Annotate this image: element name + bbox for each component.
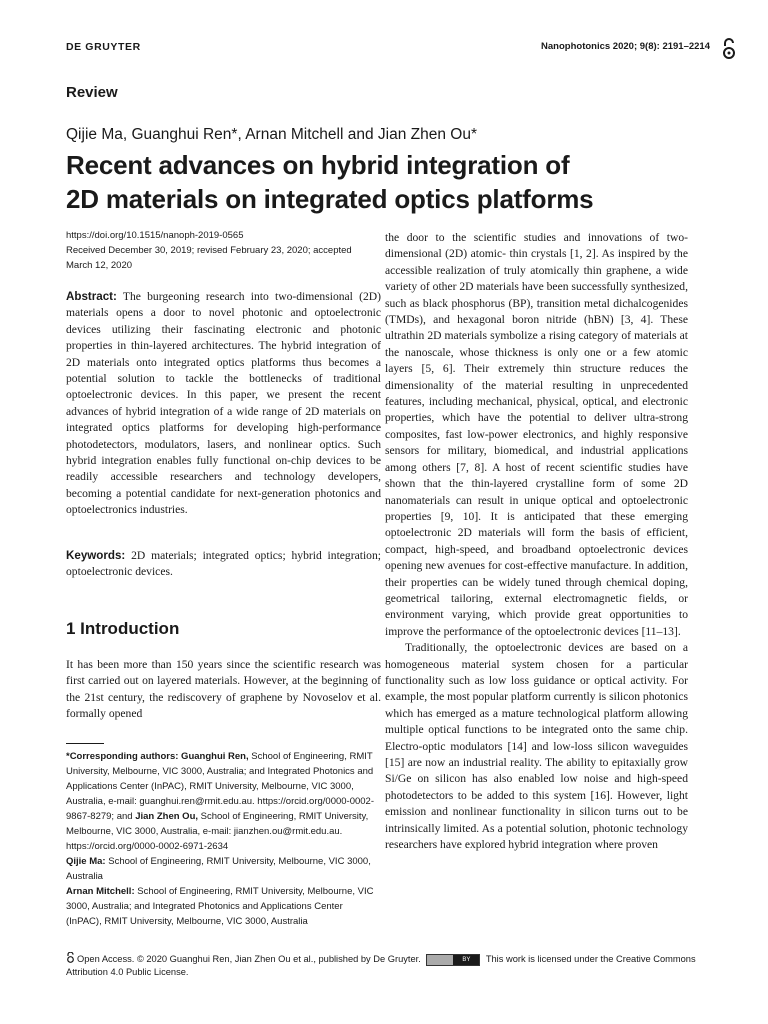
footnote-ou-text: School of Engineering, RMIT University, Melbourne, VIC 3000, Australia, e-mail: jianzhen.ou@rmit.edu.au. https://orcid.org/0000-0002-6971-2634: [66, 811, 369, 852]
journal-reference: Nanophotonics 2020; 9(8): 2191–2214: [541, 41, 710, 52]
cc-by-icon[interactable]: [426, 954, 480, 966]
footnote-corr-label: *Corresponding authors: Guanghui Ren,: [66, 751, 249, 762]
section-heading-introduction: 1 Introduction: [66, 619, 180, 638]
footnotes: [66, 749, 376, 929]
article-meta: [66, 228, 371, 273]
footnote-divider: [66, 743, 104, 744]
license-line-2: Attribution 4.0 Public License.: [66, 967, 189, 977]
footnote-mitchell: [66, 884, 376, 929]
footnote-ma: [66, 854, 376, 884]
intro-paragraph-right-1: the door to the scientific studies and innovations of two-dimensional (2D) atomic- thin crystals [1, 2]. As inspired by the accessible realization of truly atomically thin graphene, a wide variety of other 2D materials have been successfully synthesized, such as black phosphorus (BP), transition metal dichalcogenides (TMDs), and hexagonal boron nitride (hBN) [3, 4]. These ultrathin 2D materials symbolize a rising category of materials at the nanoscale, whose thickness is only one or a few atomic layers [5, 6]. Their extremely thin structure reduces the dimensionality of the material resulting in unprecedented features, including mechanical, physical, optical, and electronic properties, which have the potential to deliver ultra-strong composites, fast low-power electronics, and highly responsive sensors for military, biomedical, and industrial applications among others [7, 8]. A host of recent scientific studies have shown that the thin-layered crystalline form of some 2D nanomaterials can result in unique optical and optoelectronic properties [9, 10]. It is anticipated that these emerging optoelectronic 2D materials will form the basis of efficient, compact, high-speed, and broadband optoelectronic devices opening new avenues for cost-effective manufacture. In addition, their properties can be widely tuned through chemical doping, geometrical tailoring, external electromagnetic fields, or environment varying, which provide great opportunities to improve the performance of the optoelectronic devices [11–13].: [385, 231, 688, 638]
doi-link[interactable]: https://doi.org/10.1515/nanoph-2019-0565: [66, 230, 244, 241]
title-line-2: 2D materials on integrated optics platforms: [66, 184, 594, 214]
keywords: [66, 548, 381, 581]
license-notice: [66, 952, 706, 979]
introduction-right-text: [385, 230, 688, 853]
footnote-ou-label: Jian Zhen Ou,: [135, 811, 199, 822]
title-line-1: Recent advances on hybrid integration of: [66, 150, 570, 180]
footnote-corr-text: School of Engineering, RMIT University, Melbourne, VIC 3000, Australia; and Integrated Photonics and Applications Center (InPAC), RMIT University, Melbourne, VIC 3000, Australia, e-mail: guanghui.ren@rmit.edu.au. https://orcid.org/0000-0002-9867-8279; and: [66, 751, 375, 822]
keywords-label: Keywords:: [66, 549, 126, 562]
received-dates-line-2: March 12, 2020: [66, 260, 133, 271]
publisher-name: DE GRUYTER: [66, 41, 141, 53]
received-dates-line-1: Received December 30, 2019; revised February 23, 2020; accepted: [66, 245, 352, 256]
open-access-icon: [722, 38, 736, 60]
footnote-ma-text: School of Engineering, RMIT University, Melbourne, VIC 3000, Australia: [66, 856, 371, 882]
article-title: [66, 148, 686, 216]
keywords-text: 2D materials; integrated optics; hybrid integration; optoelectronic devices.: [66, 549, 381, 579]
footnote-ma-label: Qijie Ma:: [66, 856, 106, 867]
license-prefix: Open Access. © 2020 Guanghui Ren, Jian Zhen Ou et al., published by De Gruyter.: [77, 954, 421, 964]
intro-paragraph-left: It has been more than 150 years since the scientific research was first carried out on layered materials. However, at the beginning of the 21st century, the rediscovery of graphene by Novoselov et al. formally opened: [66, 658, 381, 721]
article-type: Review: [66, 84, 118, 101]
abstract: [66, 289, 381, 519]
cc-badge-text: BY: [453, 955, 479, 965]
abstract-text: The burgeoning research into two-dimensional (2D) materials opens a door to novel photonic and optoelectronic devices utilizing their fascinating electronic and photonic properties in thin-layered architectures. The hybrid integration of 2D materials onto integrated optics platforms thus becomes a potential solution to tackle the bottlenecks of traditional optoelectronic devices. In this paper, we present the recent advances of hybrid integration of a wide range of 2D materials on integrated optics platforms for developing high-performance photodetectors, modulators, lasers, and nonlinear optics. Such hybrid integration enables fully functional on-chip devices to be readily accessible researchers and technology developers, becoming a potential candidate for next-generation photonics and optoelectronics industries.: [66, 290, 381, 517]
introduction-left-text: [66, 657, 381, 723]
abstract-label: Abstract:: [66, 290, 117, 303]
footnote-mitchell-text: School of Engineering, RMIT University, Melbourne, VIC 3000, Australia; and Integrated Photonics and Applications Center (InPAC), RMIT University, Melbourne, VIC 3000, Australia: [66, 886, 374, 927]
author-list: Qijie Ma, Guanghui Ren*, Arnan Mitchell and Jian Zhen Ou*: [66, 126, 477, 143]
open-access-small-icon: [66, 952, 75, 963]
footnote-mitchell-label: Arnan Mitchell:: [66, 886, 135, 897]
license-suffix: This work is licensed under the Creative Commons: [485, 954, 696, 964]
footnote-corresponding: [66, 749, 376, 854]
intro-paragraph-right-2: Traditionally, the optoelectronic devices are based on a homogeneous material system chosen for a particular functionality such as low loss guidance or optical activity. For example, the most popular platform currently is silicon photonics which has emerged as a mature technological platform allowing multiple optical functions to be integrated onto the same chip. Electro-optic modulators [14] and low-loss silicon waveguides [15] are now an industrial reality. The ability to epitaxially grow Si/Ge on silicon has also enabled low noise and high-speed photodetectors to be added to this system [16]. However, light emission and nonlinear functionality in silicon turns out to be intrinsically limited. As a potential solution, photonic technology researchers have explored hybrid integration where proven: [385, 641, 688, 852]
